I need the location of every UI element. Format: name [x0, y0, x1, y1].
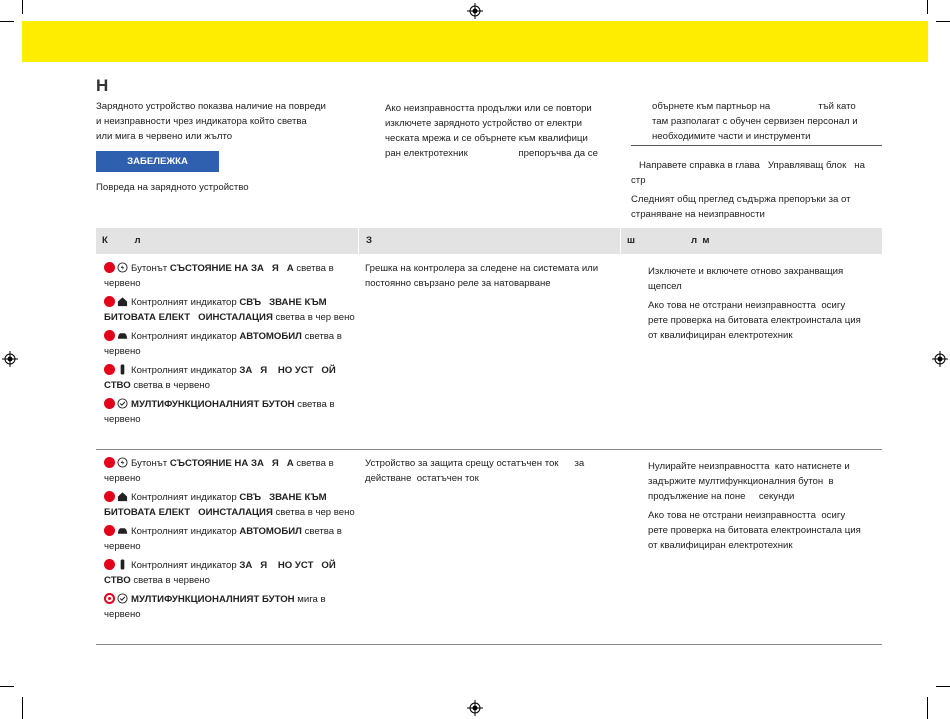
- crop-mark: [936, 686, 950, 687]
- crop-mark: [927, 697, 928, 719]
- text-line: обърнете към партньор на тъй като: [652, 101, 856, 112]
- indicator-lamp-icon: [104, 330, 115, 341]
- indicator-state: светва в чер вено: [272, 507, 355, 518]
- indicator-entry: [104, 490, 356, 520]
- indicator-name: МУЛТИФУНКЦИОНАЛНИЯТ БУТОН: [131, 399, 295, 410]
- indicator-lamp-icon: [104, 559, 115, 570]
- indicator-text: Контролният индикатор: [131, 560, 240, 571]
- divider: [631, 145, 882, 146]
- indicator-entry: [104, 261, 356, 291]
- text-line: стр: [631, 175, 646, 186]
- indicator-text: Контролният индикатор: [131, 492, 240, 503]
- crop-mark: [22, 0, 23, 14]
- indicator-text: Бутонът: [131, 458, 170, 469]
- crop-mark: [0, 21, 14, 22]
- power-icon: [117, 457, 128, 468]
- text-line: там разполагат с обучен сервизен персонал и: [652, 116, 858, 127]
- page-title: Н: [96, 76, 109, 95]
- indicator-entry: [104, 363, 356, 393]
- column-header: ш л м: [627, 235, 710, 246]
- note-label: ЗАБЕЛЕЖКА: [96, 151, 219, 172]
- text-line: Зарядното устройство показва наличие на повреди: [96, 101, 326, 112]
- indicator-state: светва в червено: [104, 331, 342, 357]
- indicator-name: СВЪ ЗВАНЕ КЪМ БИТОВАТА ЕЛЕКТ ОИНСТАЛАЦИЯ: [104, 297, 330, 323]
- indicator-name: СЪСТОЯНИЕ НА ЗА Я А: [169, 458, 294, 469]
- row-divider: [96, 449, 882, 450]
- car-icon: [117, 330, 128, 341]
- column-separator: [358, 228, 359, 254]
- indicator-entry: [104, 524, 356, 554]
- table-row-indicators: [104, 456, 356, 626]
- crop-mark: [936, 21, 950, 22]
- table-row-solutions: [648, 264, 866, 347]
- house-icon: [117, 296, 128, 307]
- indicator-entry: [104, 558, 356, 588]
- indicator-name: ЗА Я НО УСТ ОЙ СТВО: [104, 365, 339, 391]
- indicator-state: светва в червено: [130, 575, 210, 586]
- indicator-lamp-icon: [104, 262, 115, 273]
- power-icon: [117, 262, 128, 273]
- text-line: ческата мрежа и се обърнете към квалифици: [385, 133, 588, 144]
- intro-column-3: [652, 99, 887, 144]
- text-line: Ако неизправността продължи или се повтори: [385, 103, 592, 114]
- indicator-state: светва в червено: [104, 399, 335, 425]
- indicator-lamp-icon: [104, 491, 115, 502]
- row-divider: [96, 644, 882, 645]
- text-line: или мига в червено или жълто: [96, 131, 233, 142]
- table-row-indicators: [104, 261, 356, 431]
- registration-mark-icon: [467, 700, 483, 716]
- solution-text: Нулирайте неизправността като натиснете и задържите мултифункционалния бутон в продължение на поне секунди: [648, 461, 853, 502]
- indicator-entry: [104, 397, 356, 427]
- column-header: З: [366, 235, 373, 246]
- indicator-state: светва в червено: [104, 526, 342, 552]
- indicator-state: светва в червено: [130, 380, 210, 391]
- column-separator: [620, 228, 621, 254]
- indicator-text: Контролният индикатор: [131, 365, 240, 376]
- table-row-solutions: [648, 459, 866, 557]
- intro-column-3-overview: [631, 192, 886, 222]
- house-icon: [117, 491, 128, 502]
- device-icon: [117, 559, 128, 570]
- indicator-lamp-icon: [104, 398, 115, 409]
- indicator-state: светва в червено: [104, 263, 334, 289]
- crop-mark: [22, 697, 23, 719]
- indicator-entry: [104, 295, 356, 325]
- table-row-cause: Грешка на контролера за следене на системата или постоянно свързано реле за натоварване: [365, 263, 599, 289]
- header-band: [22, 21, 928, 62]
- crop-mark: [0, 686, 14, 687]
- indicator-name: АВТОМОБИЛ: [239, 331, 302, 342]
- text-line: Направете справка в глава Управляващ блок на: [631, 160, 865, 171]
- indicator-state: светва в червено: [104, 458, 334, 484]
- indicator-name: СЪСТОЯНИЕ НА ЗА Я А: [169, 263, 294, 274]
- table-header: [96, 228, 882, 254]
- indicator-text: Контролният индикатор: [131, 331, 240, 342]
- indicator-state: светва в чер вено: [272, 312, 355, 323]
- car-icon: [117, 525, 128, 536]
- intro-column-1: [96, 99, 361, 144]
- indicator-entry: [104, 456, 356, 486]
- intro-column-2: [385, 101, 620, 161]
- solution-text: Ако това не отстрани неизправността осигу рете проверка на битовата електроинстала ция от квалифициран електротехник: [648, 300, 864, 341]
- indicator-name: ЗА Я НО УСТ ОЙ СТВО: [104, 560, 339, 586]
- text-line: и неизправности чрез индикатора който светва: [96, 116, 307, 127]
- indicator-entry: [104, 592, 356, 622]
- crop-mark: [927, 0, 928, 14]
- indicator-lamp-icon: [104, 593, 115, 604]
- column-header: К л: [102, 235, 141, 246]
- registration-mark-icon: [2, 351, 18, 367]
- indicator-lamp-icon: [104, 457, 115, 468]
- table-row-cause: Устройство за защита срещу остатъчен ток за действане остатъчен ток: [365, 458, 587, 484]
- intro-column-3-ref: [631, 158, 886, 188]
- indicator-text: Бутонът: [131, 263, 170, 274]
- text-line: Следният общ преглед съдържа препоръки за от: [631, 194, 851, 205]
- note-text: Повреда на зарядното устройство: [96, 182, 249, 193]
- check-icon: [117, 398, 128, 409]
- text-line: изключете зарядното устройство от електри: [385, 118, 583, 129]
- registration-mark-icon: [932, 351, 948, 367]
- indicator-name: СВЪ ЗВАНЕ КЪМ БИТОВАТА ЕЛЕКТ ОИНСТАЛАЦИЯ: [104, 492, 330, 518]
- text-line: страняване на неизправности: [631, 209, 765, 220]
- indicator-lamp-icon: [104, 525, 115, 536]
- registration-mark-icon: [467, 3, 483, 19]
- indicator-lamp-icon: [104, 364, 115, 375]
- indicator-text: Контролният индикатор: [131, 297, 240, 308]
- indicator-lamp-icon: [104, 296, 115, 307]
- indicator-name: АВТОМОБИЛ: [239, 526, 302, 537]
- text-line: необходимите части и инструменти: [652, 131, 811, 142]
- text-line: ран електротехник препоръчва да се: [385, 148, 598, 159]
- device-icon: [117, 364, 128, 375]
- indicator-state: мига в червено: [104, 594, 326, 620]
- solution-text: Изключете и включете отново захранващия щепсел: [648, 266, 846, 292]
- indicator-name: МУЛТИФУНКЦИОНАЛНИЯТ БУТОН: [131, 594, 295, 605]
- check-icon: [117, 593, 128, 604]
- solution-text: Ако това не отстрани неизправността осигу рете проверка на битовата електроинстала ция от квалифициран електротехник: [648, 510, 864, 551]
- indicator-text: Контролният индикатор: [131, 526, 240, 537]
- indicator-entry: [104, 329, 356, 359]
